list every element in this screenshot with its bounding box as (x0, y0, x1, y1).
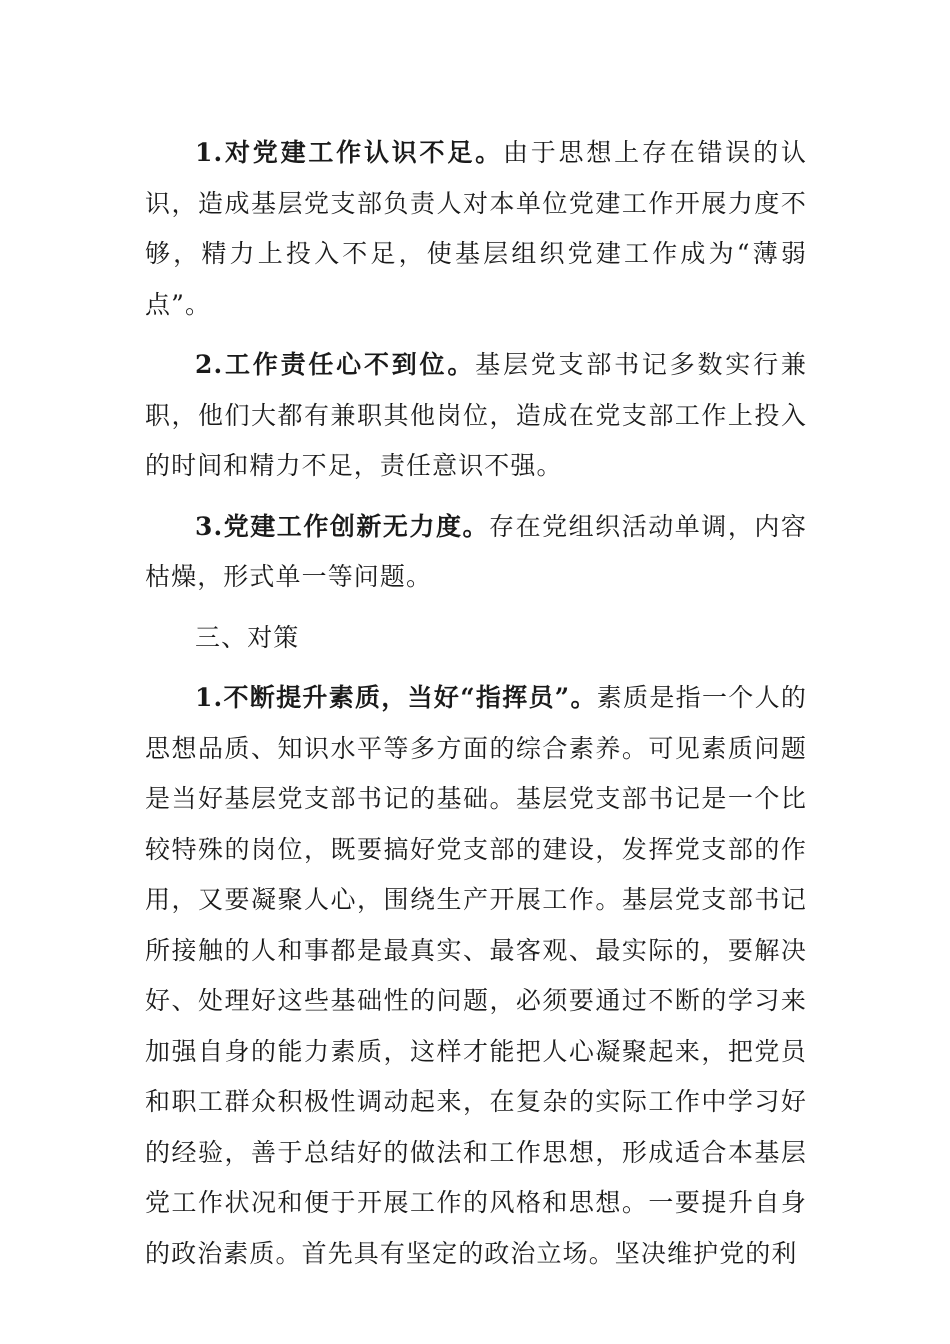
problem-paragraph-2 (145, 340, 807, 492)
section-heading: 三、对策 (195, 622, 300, 652)
measure-paragraph-1 (145, 673, 807, 1279)
document-page (145, 128, 807, 1279)
measure-1-lead: 1.不断提升素质，当好“指挥员”。 (195, 683, 597, 712)
problem-1-text: 由于思想上存在错误的认识，造成基层党支部负责人对本单位党建工作开展力度不够，精力上投入不足，使基层组织党建工作成为“薄弱点”。 (145, 138, 807, 319)
measure-1-text: 素质是指一个人的思想品质、知识水平等多方面的综合素养。可见素质问题是当好基层党支部书记的基础。基层党支部书记是一个比较特殊的岗位，既要搞好党支部的建设，发挥党支部的作用，又要凝聚人心，围绕生产开展工作。基层党支部书记所接触的人和事都是最真实、最客观、最实际的，要解决好、处理好这些基础性的问题，必须要通过不断的学习来加强自身的能力素质，这样才能把人心凝聚起来，把党员和职工群众积极性调动起来，在复杂的实际工作中学习好的经验，善于总结好的做法和工作思想，形成适合本基层党工作状况和便于开展工作的风格和思想。一要提升自身的政治素质。首先具有坚定的政治立场。坚决维护党的利 (145, 683, 807, 1268)
problem-1-lead: 1.对党建工作认识不足。 (195, 138, 503, 167)
problem-paragraph-3 (145, 502, 807, 603)
problem-paragraph-1 (145, 128, 807, 330)
problem-3-lead: 3.党建工作创新无力度。 (195, 511, 490, 541)
problem-2-lead: 2.工作责任心不到位。 (195, 350, 476, 379)
problem-3-text: 存在党组织活动单调，内容枯燥，形式单一等问题。 (145, 511, 807, 591)
problem-2-text: 基层党支部书记多数实行兼职，他们大都有兼职其他岗位，造成在党支部工作上投入的时间和精力不足，责任意识不强。 (145, 350, 808, 480)
